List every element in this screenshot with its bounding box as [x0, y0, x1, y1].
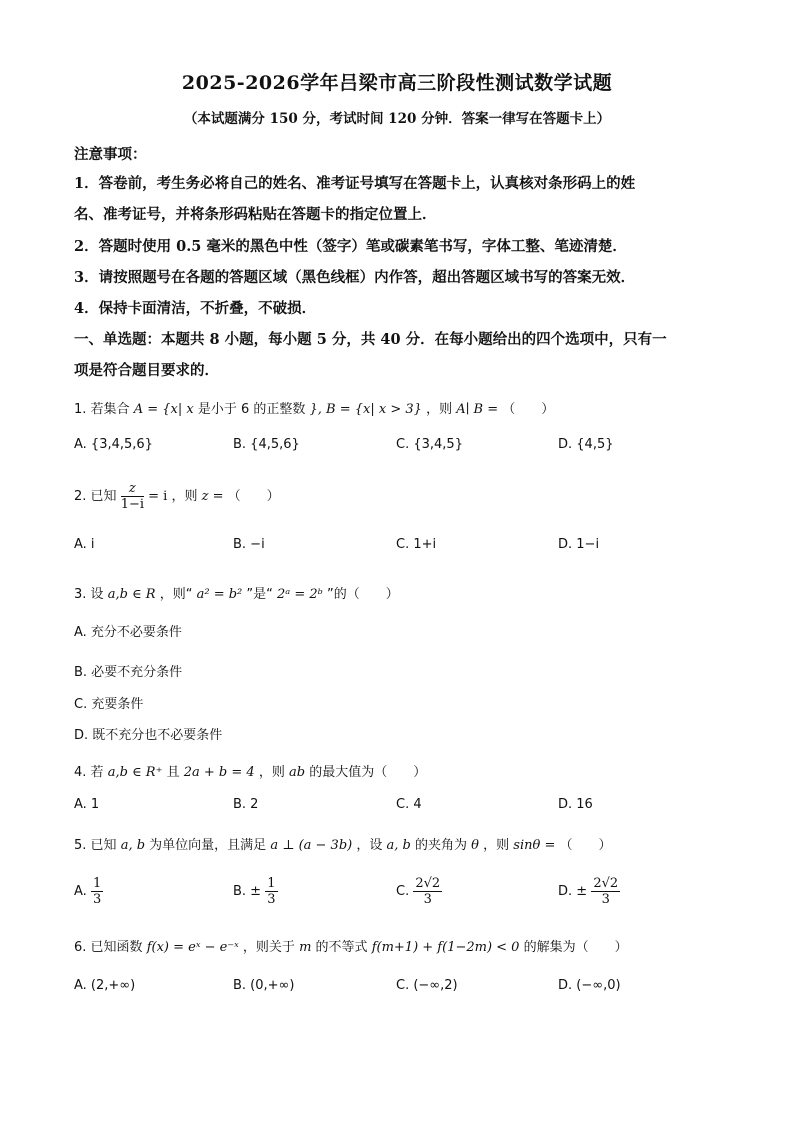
question-1-option: D. {4,5}: [558, 437, 614, 452]
question-1-stem: 1. 若集合 A = {x| x 是小于 6 的正整数 }, B = {x| x > 3} ，则 A∣ B = （ ）: [74, 402, 555, 417]
question-4-option: B. 2: [233, 797, 259, 812]
question-6-option: A. (2,+∞): [74, 978, 136, 993]
question-5-option: B. ± $\frac{1}{3}$: [233, 876, 276, 907]
question-3-option: C. 充要条件: [74, 697, 144, 712]
section-heading: 一、单选题：本题共 8 小题，每小题 5 分，共 40 分．在每小题给出的四个选项中，只有一: [74, 331, 667, 348]
question-2-stem: 2. 已知 $\frac{z}{1-i}$ = i ，则 z = （ ）: [74, 481, 280, 512]
question-3-option: D. 既不充分也不必要条件: [74, 728, 223, 743]
fraction: $\frac{1}{3}$: [92, 876, 102, 907]
question-5-stem: 5. 已知 a, b 为单位向量，且满足 a ⊥ (a − 3b) ，设 a, b 的夹角为 θ ，则 sinθ = （ ）: [74, 838, 612, 853]
question-4-stem: 4. 若 a,b ∈ R⁺ 且 2a + b = 4 ，则 ab 的最大值为（ ）: [74, 765, 427, 780]
question-3-option: B. 必要不充分条件: [74, 665, 183, 680]
notice-item: 名、准考证号，并将条形码粘贴在答题卡的指定位置上．: [74, 206, 437, 223]
question-5-option: A. $\frac{1}{3}$: [74, 876, 102, 907]
page-title: 2025-2026学年吕梁市高三阶段性测试数学试题: [181, 72, 613, 94]
question-4-option: C. 4: [396, 797, 422, 812]
notice-heading: 注意事项：: [74, 146, 147, 163]
question-6-stem: 6. 已知函数 f(x) = eˣ − e⁻ˣ ，则关于 m 的不等式 f(m+1) + f(1−2m) < 0 的解集为（ ）: [74, 940, 628, 955]
fraction: $\frac{2√2}{3}$: [415, 876, 441, 907]
question-1-option: C. {3,4,5}: [396, 437, 463, 452]
fraction: $\frac{2√2}{3}$: [593, 876, 619, 907]
question-2-option: A. i: [74, 537, 95, 552]
notice-item: 1．答卷前，考生务必将自己的姓名、准考证号填写在答题卡上，认真核对条形码上的姓: [74, 175, 636, 192]
question-2-option: C. 1+i: [396, 537, 437, 552]
question-4-option: A. 1: [74, 797, 100, 812]
question-5-option: C. $\frac{2√2}{3}$: [396, 876, 441, 907]
question-3-stem: 3. 设 a,b ∈ R ，则“ a² = b² ”是“ 2ᵃ = 2ᵇ ”的（ ）: [74, 587, 399, 602]
notice-item: 4．保持卡面清洁，不折叠，不破损．: [74, 300, 317, 317]
page-subtitle: （本试题满分 150 分，考试时间 120 分钟．答案一律写在答题卡上）: [183, 111, 611, 127]
question-6-option: D. (−∞,0): [558, 978, 621, 993]
question-2-option: D. 1−i: [558, 537, 600, 552]
fraction: $\frac{z}{1-i}$: [120, 481, 145, 512]
question-5-option: D. ± $\frac{2√2}{3}$: [558, 876, 619, 907]
notice-item: 2．答题时使用 0.5 毫米的黑色中性（签字）笔或碳素笔书写，字体工整、笔迹清楚．: [74, 238, 627, 255]
question-6-option: B. (0,+∞): [233, 978, 295, 993]
question-2-option: B. −i: [233, 537, 265, 552]
question-1-option: A. {3,4,5,6}: [74, 437, 153, 452]
question-3-option: A. 充分不必要条件: [74, 625, 182, 640]
fraction: $\frac{1}{3}$: [267, 876, 276, 907]
section-heading: 项是符合题目要求的．: [74, 362, 219, 379]
question-4-option: D. 16: [558, 797, 593, 812]
notice-item: 3．请按照题号在各题的答题区域（黑色线框）内作答，超出答题区域书写的答案无效．: [74, 269, 636, 286]
question-1-option: B. {4,5,6}: [233, 437, 300, 452]
question-6-option: C. (−∞,2): [396, 978, 458, 993]
